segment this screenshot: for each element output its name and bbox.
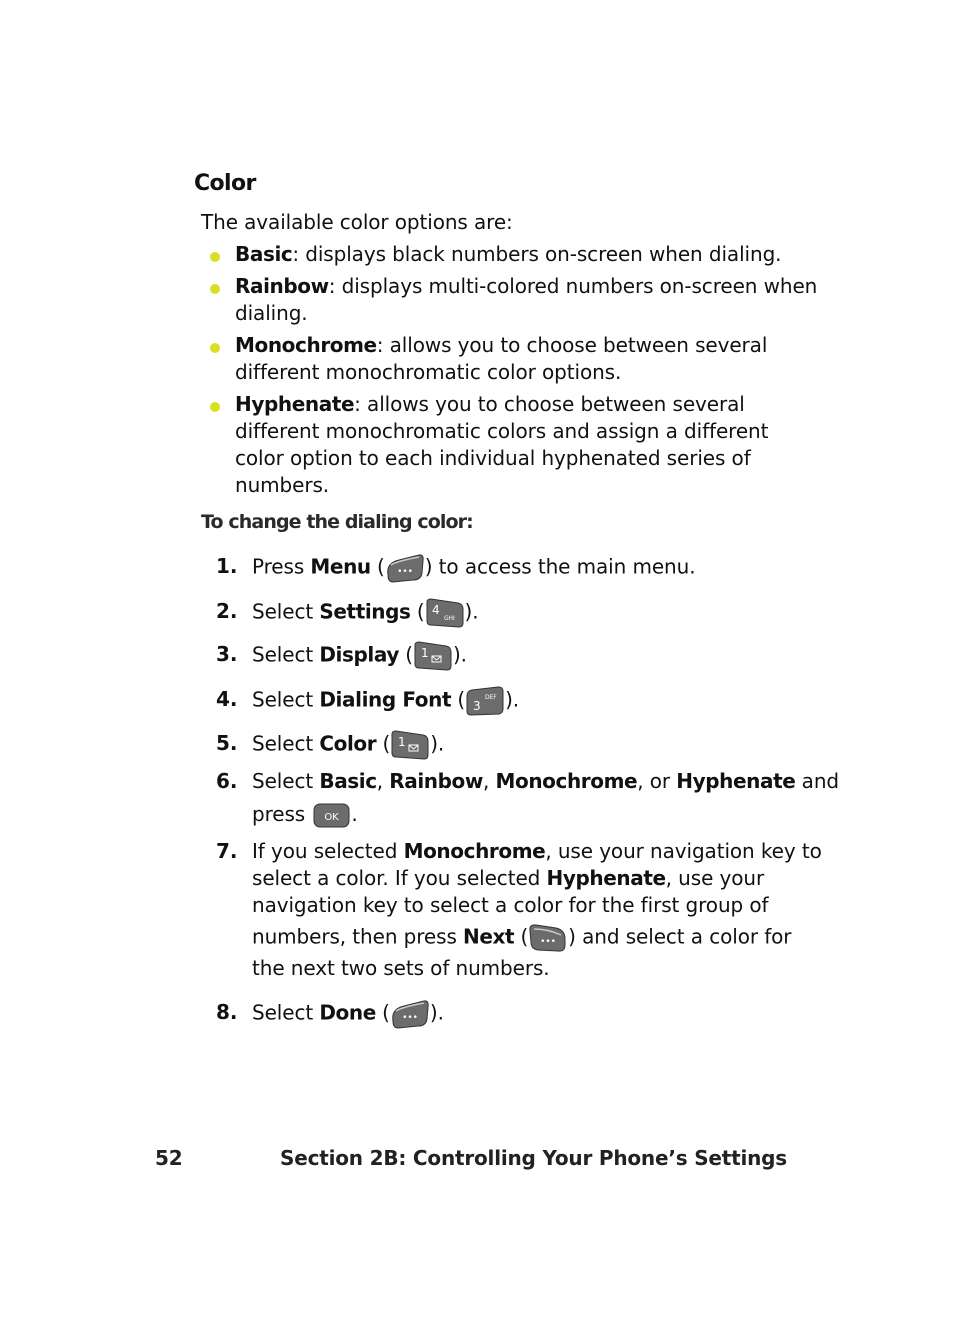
key-4-icon [425,598,465,628]
menu-softkey-icon [385,553,425,583]
next-softkey-icon [528,923,568,953]
intro-text: The available color options are: [201,210,513,234]
step-text: ( [375,1000,390,1025]
step-text: , [482,769,496,793]
step-text: If you selected [252,839,404,863]
key-1-icon [390,730,430,760]
desc: : displays multi-colored numbers on-screen when [328,274,818,298]
desc: different monochromatic colors and assign a different [235,419,769,443]
step-number: 6. [216,769,238,793]
section-heading: Color [194,171,256,196]
desc: different monochromatic color options. [235,360,622,384]
step-7 [252,838,822,982]
step-number: 5. [216,731,238,755]
rainbow-label: Rainbow [389,769,483,793]
bullet-icon [210,284,220,294]
step-text: ( [451,687,466,712]
display-label: Display [319,642,400,667]
step-number: 4. [216,687,238,711]
step-2 [252,598,479,628]
step-text: the next two sets of numbers. [252,956,550,980]
done-label: Done [319,1000,376,1025]
step-text: ( [399,642,413,667]
term: Hyphenate [235,392,355,416]
svg-text:1: 1 [398,735,406,749]
svg-text:•••: ••• [540,937,556,947]
step-text: numbers, then press [252,924,464,949]
svg-text:OK: OK [324,811,340,823]
step-1 [252,553,695,583]
desc: : displays black numbers on-screen when dialing. [292,242,782,266]
step-text: ) to access the main menu. [424,554,696,579]
step-number: 3. [216,642,238,666]
step-text: . [351,802,358,826]
step-text: ) and select a color for [568,924,792,949]
term: Rainbow [235,274,329,298]
step-text: Select [252,769,320,793]
bullet-rainbow [235,273,817,327]
svg-text:•••: ••• [402,1013,418,1023]
step-text: , use your [665,866,765,890]
svg-text:3: 3 [473,699,481,713]
desc: dialing. [235,301,308,325]
bullet-icon [210,402,220,412]
step-text: ). [505,687,520,712]
step-text: Select [252,687,320,712]
ok-key-icon [313,803,351,829]
svg-text:1: 1 [420,646,429,660]
step-text: , or [637,769,677,793]
step-text: Press [252,554,311,579]
svg-text:DEF: DEF [485,694,497,701]
bullet-icon [210,252,220,262]
term: Monochrome [235,333,377,357]
step-text: , use your navigation key to [545,839,822,863]
desc: color option to each individual hyphenated series of [235,446,751,470]
procedure-heading: To change the dialing color: [201,511,473,533]
step-text: Select [252,1000,320,1025]
step-number: 8. [216,1000,238,1024]
step-text: and [795,769,840,793]
desc: : allows you to choose between several [376,333,768,357]
step-5 [252,730,444,760]
step-text: ). [452,642,467,667]
color-label: Color [319,731,377,756]
monochrome-label: Monochrome [495,769,638,793]
key-3-icon [465,686,505,716]
term: Basic [235,242,293,266]
basic-label: Basic [319,769,377,793]
step-text: Select [252,599,320,624]
step-text: press [252,802,306,826]
step-text: ( [410,599,425,624]
step-text: ( [514,924,529,949]
monochrome-label: Monochrome [403,839,546,863]
page-number: 52 [155,1146,183,1170]
step-text: ). [464,599,479,624]
next-label: Next [463,924,515,949]
step-3 [252,641,467,671]
step-number: 2. [216,599,238,623]
step-text: ). [429,1000,444,1025]
settings-label: Settings [319,599,411,624]
step-text: , [376,769,390,793]
desc: : allows you to choose between several [354,392,745,416]
step-6 [252,768,839,829]
step-text: select a color. If you selected [252,866,547,890]
dialing-font-label: Dialing Font [319,687,452,712]
step-text: ( [370,554,385,579]
section-title: Section 2B: Controlling Your Phone’s Settings [280,1146,787,1170]
hyphenate-label: Hyphenate [546,866,666,890]
key-1-icon [413,641,453,671]
done-softkey-icon [390,999,430,1029]
bullet-icon [210,343,220,353]
bullet-basic [235,241,781,268]
step-text: Select [252,731,320,756]
hyphenate-label: Hyphenate [676,769,796,793]
step-number: 1. [216,554,238,578]
desc: numbers. [235,473,330,497]
menu-label: Menu [310,554,371,579]
svg-text:4: 4 [431,603,440,617]
step-number: 7. [216,839,238,863]
svg-text:GHI: GHI [443,615,455,622]
bullet-monochrome [235,332,767,386]
step-4 [252,686,519,716]
step-text: Select [252,642,320,667]
step-text: ( [376,731,391,756]
step-8 [252,999,444,1029]
step-text: navigation key to select a color for the first group of [252,893,769,917]
svg-text:•••: ••• [396,567,413,577]
step-text: ). [430,731,445,756]
bullet-hyphenate [235,391,768,499]
